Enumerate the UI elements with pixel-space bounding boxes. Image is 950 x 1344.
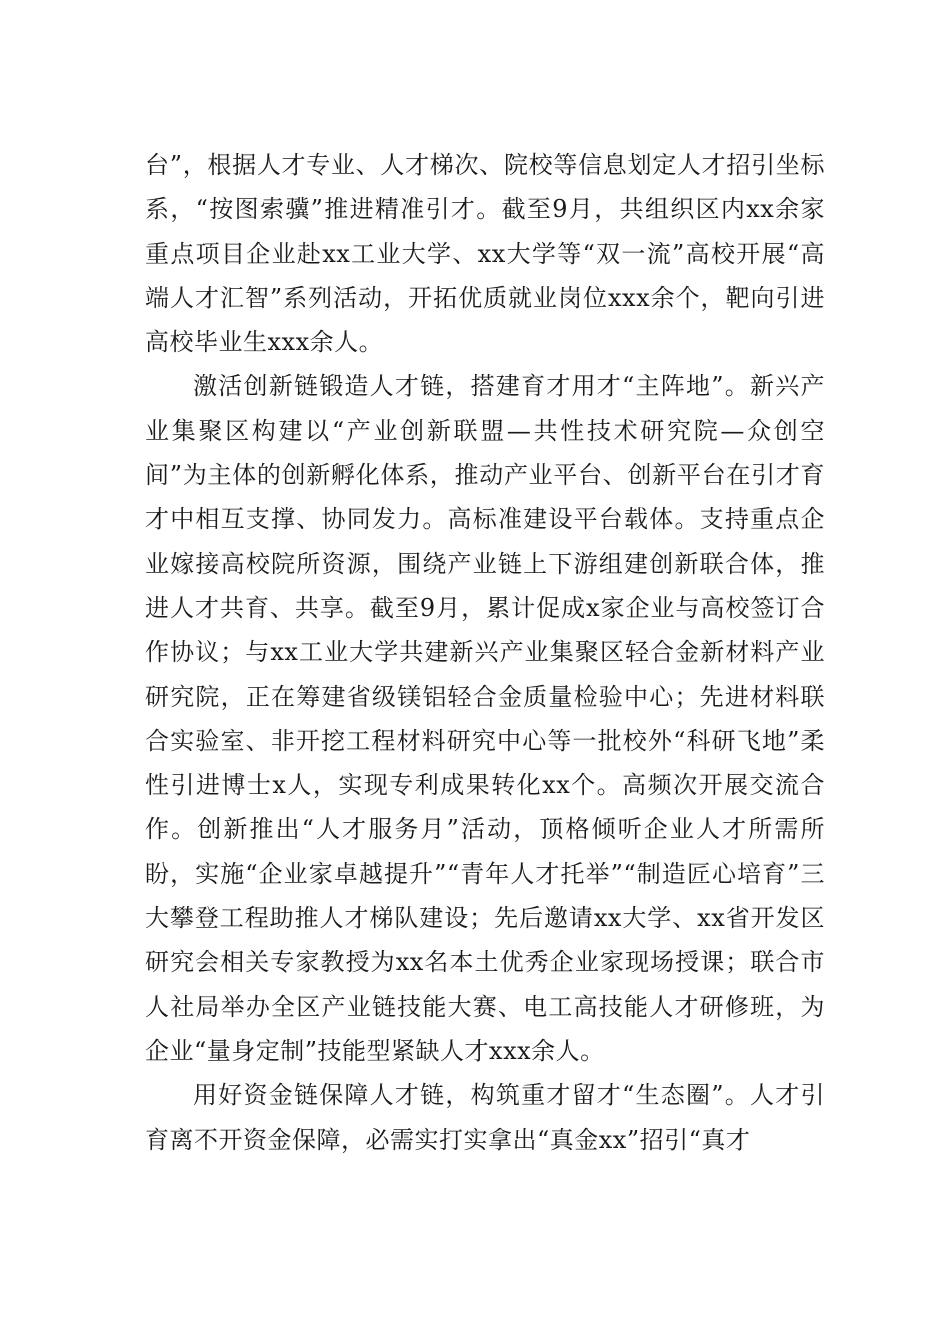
document-body bbox=[145, 143, 825, 1162]
paragraph-innovation-chain: 激活创新链锻造人才链，搭建育才用才“主阵地”。新兴产业集聚区构建以“产业创新联盟—共性技术研究院—众创空间”为主体的创新孵化体系，推动产业平台、创新平台在引才育才中相互支撑、协同发力。高标准建设平台载体。支持重点企业嫁接高校院所资源，围绕产业链上下游组建创新联合体，推进人才共育、共享。截至9月，累计促成x家企业与高校签订合作协议；与xx工业大学共建新兴产业集聚区轻合金新材料产业研究院，正在筹建省级镁铝轻合金质量检验中心；先进材料联合实验室、非开挖工程材料研究中心等一批校外“科研飞地”柔性引进博士x人，实现专利成果转化xx个。高频次开展交流合作。创新推出“人才服务月”活动，顶格倾听企业人才所需所盼，实施“企业家卓越提升”“青年人才托举”“制造匠心培育”三大攀登工程助推人才梯队建设；先后邀请xx大学、xx省开发区研究会相关专家教授为xx名本土优秀企业家现场授课；联合市人社局举办全区产业链技能大赛、电工高技能人才研修班，为企业“量身定制”技能型紧缺人才xxx余人。 bbox=[145, 372, 825, 1065]
paragraph-capital-chain: 用好资金链保障人才链，构筑重才留才“生态圈”。人才引育离不开资金保障，必需实打实拿出“真金xx”招引“真才 bbox=[145, 1081, 825, 1154]
paragraph-continuation: 台”，根据人才专业、人才梯次、院校等信息划定人才招引坐标系，“按图索骥”推进精准引才。截至9月，共组织区内xx余家重点项目企业赴xx工业大学、xx大学等“双一流”高校开展“高端人才汇智”系列活动，开拓优质就业岗位xxx余个，靶向引进高校毕业生xxx余人。 bbox=[145, 151, 825, 357]
